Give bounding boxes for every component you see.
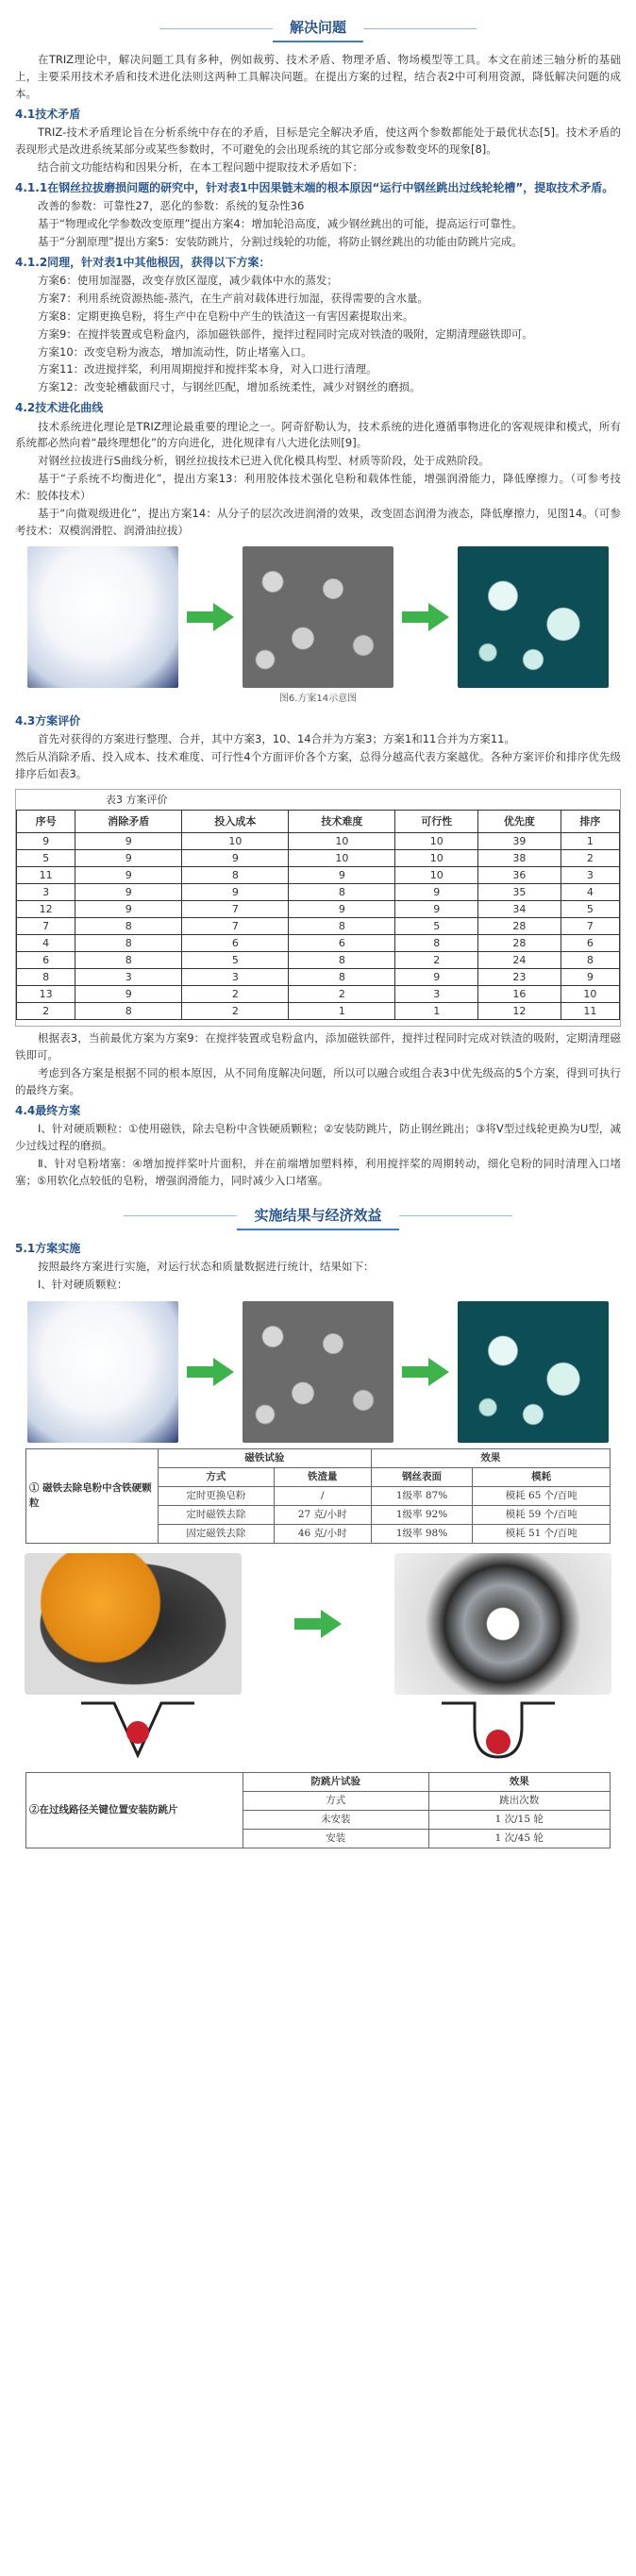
table-cell: 5 (395, 918, 478, 935)
table-cell: 7 (182, 918, 289, 935)
powder-photo (27, 1301, 178, 1443)
powder-photo (27, 546, 178, 688)
table-cell: 9 (75, 986, 182, 1003)
table-cell: 8 (75, 1003, 182, 1020)
table-cell: 10 (395, 832, 478, 849)
heading-4-1-1: 4.1.1在钢丝拉拔磨损问题的研究中，针对表1中因果链末端的根本原因“运行中钢丝跳出过线轮轮槽”，提取技术矛盾。 (15, 180, 614, 194)
table-cell: 23 (478, 969, 561, 986)
table-header-row (17, 810, 620, 832)
table-cell: 9 (75, 901, 182, 918)
paragraph: 改善的参数：可靠性27，恶化的参数：系统的复杂性36 (38, 199, 305, 213)
table-cell: 9 (289, 901, 395, 918)
row-label: ②在过线路径关键位置安装防跳片 (26, 1772, 243, 1848)
table-cell: 9 (395, 969, 478, 986)
u-groove-diagram-icon (432, 1698, 564, 1765)
table-cell: 9 (75, 884, 182, 901)
table-cell: 固定磁铁去除 (159, 1524, 275, 1543)
heading-4-1-2: 4.1.2同理，针对表1中其他根因，获得以下方案： (15, 255, 271, 269)
paragraph: 根据表3，当前最优方案为方案9：在搅拌装置或皂粉盒内，添加磁铁部件，搅拌过程同时完成对铁渣的吸附，定期清理磁铁即可。 (15, 1031, 621, 1062)
table-cell: 2 (182, 1003, 289, 1020)
column-header: 投入成本 (182, 810, 289, 832)
table-cell: 10 (395, 866, 478, 883)
scheme-item: 方案10：改变皂粉为液态，增加流动性，防止堵塞入口。 (38, 344, 312, 359)
table-cell: 9 (75, 832, 182, 849)
table-cell: 28 (478, 918, 561, 935)
u-groove-wheel-photo (394, 1553, 611, 1695)
heading-4-1: 4.1技术矛盾 (15, 107, 81, 121)
evaluation-table-container (15, 789, 621, 1028)
table-cell: 36 (478, 866, 561, 883)
scheme-item: 方案6：使用加湿器，改变存放区湿度，减少载体中水的蒸发； (38, 274, 338, 288)
table-cell: 9 (75, 849, 182, 866)
table-cell: 8 (182, 866, 289, 883)
table-cell: 1 (289, 1003, 395, 1020)
table-cell: 7 (561, 918, 619, 935)
table-cell: 2 (561, 849, 619, 866)
table-cell: 2 (182, 986, 289, 1003)
table-row (17, 918, 620, 935)
group-header: 效果 (428, 1772, 610, 1791)
green-arrow-icon (187, 1358, 234, 1386)
table-row (17, 952, 620, 969)
table-cell: 8 (561, 952, 619, 969)
table-cell: 10 (182, 832, 289, 849)
column-header: 模耗 (473, 1467, 611, 1486)
figure-caption: 图6.方案14示意图 (278, 694, 358, 705)
paragraph: Ⅱ、针对皂粉堵塞：④增加搅拌桨叶片面积，并在前端增加塑料棒，利用搅拌桨的周期转动，细化皂粉的同时清理入口堵塞；⑤用软化点较低的皂粉，增强润滑能力，同时减少入口堵塞。 (15, 1156, 621, 1187)
group-header: 防跳片试验 (243, 1772, 429, 1791)
table-cell: 24 (478, 952, 561, 969)
table-cell: 1 (561, 832, 619, 849)
table-cell: 定时更换皂粉 (159, 1486, 275, 1505)
table-cell: 8 (395, 935, 478, 952)
table-cell: 8 (289, 952, 395, 969)
photo-row (25, 1553, 611, 1695)
table-body (17, 832, 620, 1020)
column-header: 排序 (561, 810, 619, 832)
column-header: 消除矛盾 (75, 810, 182, 832)
table-cell: 9 (289, 866, 395, 883)
table-cell: 5 (561, 901, 619, 918)
paragraph: Ⅰ、针对硬质颗粒： (38, 1278, 128, 1292)
green-arrow-icon (294, 1610, 342, 1638)
table-cell: 8 (75, 918, 182, 935)
column-header: 跳出次数 (428, 1791, 610, 1810)
section-header (15, 1203, 621, 1230)
column-header: 技术难度 (289, 810, 395, 832)
table-row (17, 866, 620, 883)
figure-row (15, 546, 621, 688)
paragraph: 考虑到各方案是根据不同的根本原因，从不同角度解决问题，所以可以融合或组合表3中优先级高的5个方案，得到可执行的最终方案。 (15, 1066, 621, 1096)
table-cell: 3 (75, 969, 182, 986)
table-cell: 7 (17, 918, 75, 935)
column-header: 铁渣量 (274, 1467, 371, 1486)
table-cell: / (274, 1486, 371, 1505)
intro-paragraph: 在TRIZ理论中，解决问题工具有多种，例如裁剪、技术矛盾、物理矛盾、物场模型等工具。本文在前述三轴分析的基础上，主要采用技术矛盾和技术进化法则这两种工具解决问题。在提出方案的过程，结合表2中可利用资源，降低解决问题的成本。 (15, 53, 621, 100)
table-row (17, 832, 620, 849)
groove-diagram-row (72, 1698, 564, 1765)
table-cell: 定时磁铁去除 (159, 1505, 275, 1524)
table-cell: 38 (478, 849, 561, 866)
section-title: 实施结果与经济效益 (237, 1203, 398, 1230)
table-cell: 9 (395, 884, 478, 901)
paragraph: 技术系统进化理论是TRIZ理论最重要的理论之一。阿奇舒勒认为，技术系统的进化遵循事物进化的客观规律和模式，所有系统都必然向着“最终理想化”的方向进化，进化规律有八大进化法则[9]。 (15, 419, 621, 450)
green-arrow-icon (402, 603, 449, 631)
table-cell: 未安装 (243, 1810, 429, 1829)
column-header: 序号 (17, 810, 75, 832)
paragraph: 首先对获得的方案进行整理、合并，其中方案3，10、14合并为方案3；方案1和11合并为方案11。 (38, 732, 515, 746)
table-cell: 46 克/小时 (274, 1524, 371, 1543)
table-row (17, 986, 620, 1003)
green-arrow-icon (402, 1358, 449, 1386)
table-cell: 34 (478, 901, 561, 918)
scheme-item: 方案9：在搅拌装置或皂粉盒内，添加磁铁部件，搅拌过程同时完成对铁渣的吸附，定期清理磁铁即可。 (38, 326, 533, 341)
scheme-item: 方案11：改进搅拌桨，利用周期搅拌和搅拌桨本身，对入口进行清理。 (38, 362, 377, 376)
paragraph: 基于“向微观级进化”，提出方案14：从分子的层次改进润滑的效果，改变固态润滑为液态，降低摩擦力，见图14。（可参考技术：双模润滑腔、润滑油拉拔） (15, 506, 621, 537)
table-cell: 1 次/15 轮 (428, 1810, 610, 1829)
column-header: 方式 (159, 1467, 275, 1486)
table-cell: 3 (17, 884, 75, 901)
table-cell: 5 (17, 849, 75, 866)
v-groove-diagram-icon (72, 1698, 204, 1765)
table-cell: 35 (478, 884, 561, 901)
table-cell: 10 (289, 849, 395, 866)
table-cell: 9 (17, 832, 75, 849)
table-cell: 安装 (243, 1829, 429, 1848)
table-cell: 12 (17, 901, 75, 918)
table-cell: 9 (75, 866, 182, 883)
table-row (17, 969, 620, 986)
table-cell: 8 (17, 969, 75, 986)
table-row (17, 884, 620, 901)
table-cell: 1级率 87% (371, 1486, 473, 1505)
scheme-item: 方案8：定期更换皂粉，将生产中在皂粉中产生的铁渣这一有害因素提取出来。 (38, 309, 414, 323)
heading-4-4: 4.4最终方案 (15, 1103, 81, 1117)
table-cell: 8 (75, 952, 182, 969)
table-cell: 28 (478, 935, 561, 952)
column-header: 钢丝表面 (371, 1467, 473, 1486)
table-cell: 9 (395, 901, 478, 918)
table-cell: 模耗 59 个/百吨 (473, 1505, 611, 1524)
heading-4-2: 4.2技术进化曲线 (15, 401, 104, 415)
heading-5-1: 5.1方案实施 (15, 1241, 81, 1255)
table-caption: 表3 方案评价 (106, 793, 168, 806)
figure-row (15, 1301, 621, 1443)
table-cell: 16 (478, 986, 561, 1003)
table-cell: 10 (395, 849, 478, 866)
table-cell: 2 (289, 986, 395, 1003)
paragraph: 基于“物理或化学参数改变原理”提出方案4：增加轮沿高度，减少钢丝跳出的可能，提高运行可靠性。 (38, 217, 523, 231)
table-cell: 11 (561, 1003, 619, 1020)
column-header: 优先度 (478, 810, 561, 832)
table-cell: 7 (182, 901, 289, 918)
table-cell: 27 克/小时 (274, 1505, 371, 1524)
table-cell: 9 (182, 884, 289, 901)
table-row (17, 849, 620, 866)
table-cell: 3 (561, 866, 619, 883)
scheme-item: 方案12：改变轮槽截面尺寸，与钢丝匹配，增加系统柔性，减少对钢丝的磨损。 (38, 380, 421, 394)
table-cell: 6 (561, 935, 619, 952)
table-cell: 9 (182, 849, 289, 866)
column-header: 可行性 (395, 810, 478, 832)
paragraph: 结合前文功能结构和因果分析，在本工程问题中提取技术矛盾如下： (38, 159, 363, 174)
table-cell: 6 (17, 952, 75, 969)
table-cell: 2 (17, 1003, 75, 1020)
table-cell: 3 (182, 969, 289, 986)
table-cell: 4 (561, 884, 619, 901)
v-groove-wheel-photo (25, 1553, 242, 1695)
table-row (17, 1003, 620, 1020)
magnet-results-table (25, 1448, 611, 1544)
table-cell: 3 (395, 986, 478, 1003)
paragraph: 然后从消除矛盾、投入成本、技术难度、可行性4个方面评价各个方案，总得分越高代表方案越优。各种方案评价和排序优先级排序后如表3。 (15, 750, 621, 781)
table-cell: 13 (17, 986, 75, 1003)
paragraph: 对钢丝拉拔进行S曲线分析，钢丝拉拔技术已进入优化模具构型、材质等阶段，处于成熟阶段。 (38, 454, 490, 468)
table-row (17, 901, 620, 918)
table-cell: 2 (395, 952, 478, 969)
row-label: ① 磁铁去除皂粉中含铁硬颗粒 (26, 1448, 159, 1543)
table-cell: 4 (17, 935, 75, 952)
evaluation-table (16, 810, 620, 1021)
paragraph: 基于“子系统不均衡进化”，提出方案13：利用胶体技术强化皂粉和载体性能，增强润滑能力，降低摩擦力。（可参考技术：胶体技术） (15, 472, 621, 502)
table-cell: 8 (75, 935, 182, 952)
section-title: 解决问题 (273, 15, 363, 42)
table-cell: 1级率 92% (371, 1505, 473, 1524)
group-header: 效果 (371, 1448, 610, 1467)
anti-jump-results-table (25, 1772, 611, 1848)
heading-4-3: 4.3方案评价 (15, 713, 81, 728)
paragraph: Ⅰ、针对硬质颗粒：①使用磁铁，除去皂粉中含铁硬质颗粒；②安装防跳片，防止钢丝跳出；③将V型过线轮更换为U型，减少过线过程的磨损。 (15, 1122, 621, 1153)
table-cell: 5 (182, 952, 289, 969)
particles-photo (243, 546, 393, 688)
table-cell: 8 (289, 969, 395, 986)
scheme-item: 方案7：利用系统资源热能-蒸汽，在生产前对载体进行加湿，获得需要的含水量。 (38, 292, 428, 306)
column-header: 方式 (243, 1791, 429, 1810)
table-cell: 10 (289, 832, 395, 849)
microscope-photo (458, 546, 609, 688)
table-cell: 8 (289, 884, 395, 901)
table-cell: 1级率 98% (371, 1524, 473, 1543)
table-cell: 1 (395, 1003, 478, 1020)
table-row (17, 935, 620, 952)
paragraph: TRIZ-技术矛盾理论旨在分析系统中存在的矛盾，目标是完全解决矛盾，使这两个参数都能处于最优状态[5]。技术矛盾的表现形式是改进系统某部分或某些参数时，不可避免的会出现系统的其它部分或参数变坏的现象[8]。 (15, 125, 621, 157)
table-cell: 39 (478, 832, 561, 849)
paragraph: 按照最终方案进行实施，对运行状态和质量数据进行统计，结果如下： (38, 1260, 375, 1274)
table-cell: 6 (289, 935, 395, 952)
green-arrow-icon (187, 603, 234, 631)
table-cell: 8 (289, 918, 395, 935)
paragraph: 基于“分割原理”提出方案5：安装防跳片，分割过线轮的功能，将防止钢丝跳出的功能由防跳片完成。 (38, 234, 523, 248)
table-cell: 模耗 51 个/百吨 (473, 1524, 611, 1543)
particles-photo (243, 1301, 393, 1443)
table-cell: 12 (478, 1003, 561, 1020)
microscope-photo (458, 1301, 609, 1443)
group-header: 磁铁试验 (159, 1448, 372, 1467)
table-cell: 10 (561, 986, 619, 1003)
section-header (15, 15, 621, 42)
table-cell: 11 (17, 866, 75, 883)
table-cell: 9 (561, 969, 619, 986)
table-cell: 6 (182, 935, 289, 952)
table-cell: 模耗 65 个/百吨 (473, 1486, 611, 1505)
table-cell: 1 次/45 轮 (428, 1829, 610, 1848)
